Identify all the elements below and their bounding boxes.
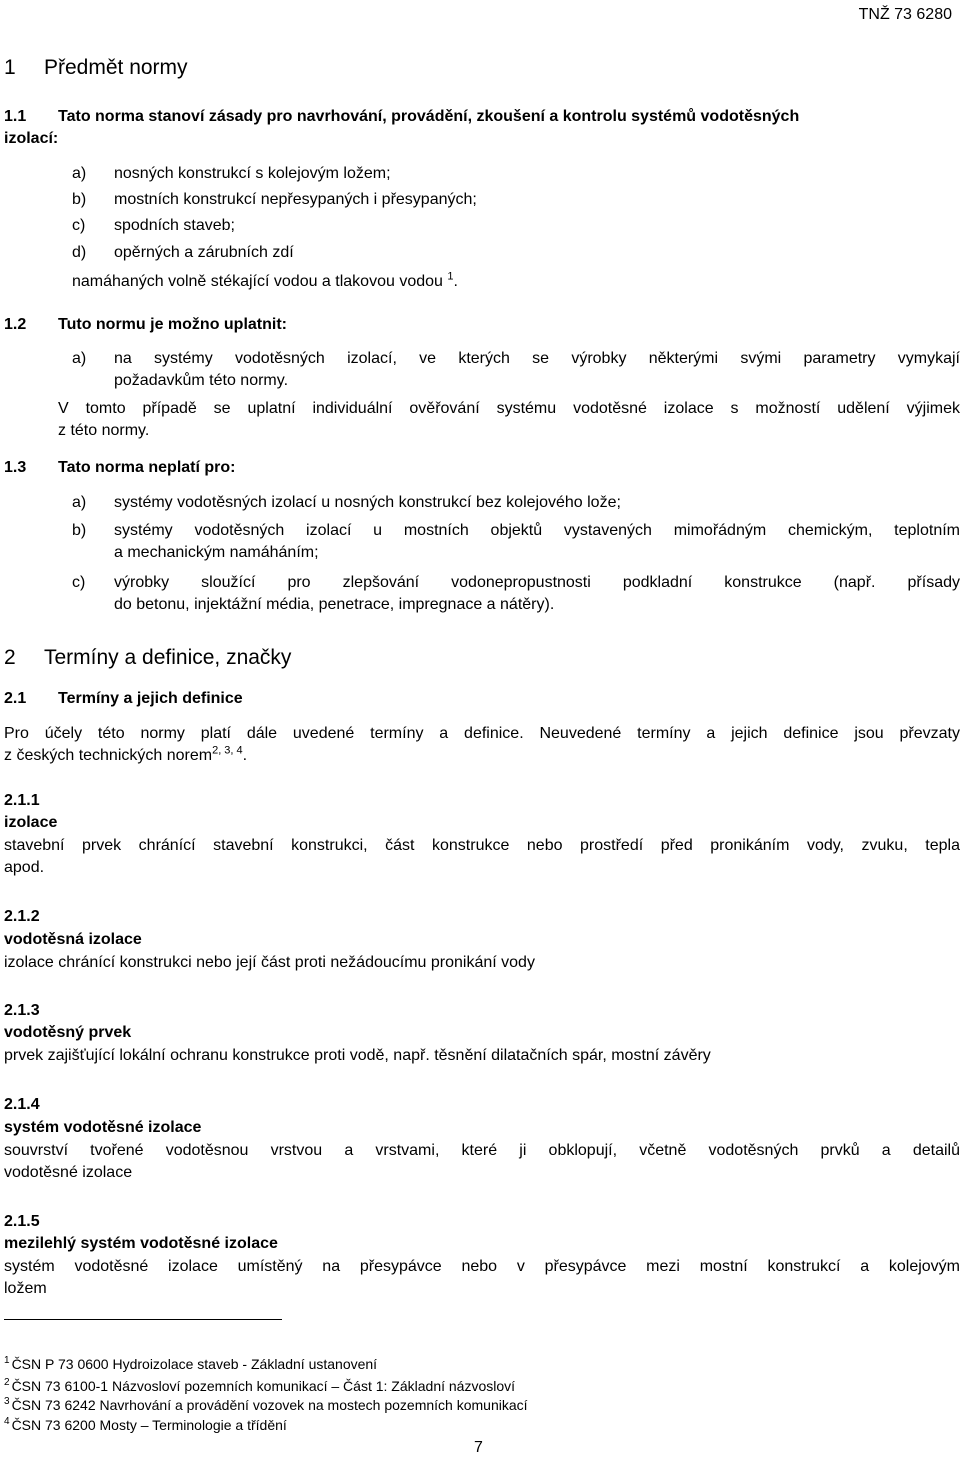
clause-2-1-title: Termíny a jejich definice	[58, 690, 243, 707]
item-text-line1: systémy vodotěsných izolací u mostních objektů vystavených mimořádným chemickým, teplotním	[114, 522, 960, 539]
section-2-title: Termíny a definice, značky	[44, 646, 292, 669]
item-text: mostních konstrukcí nepřesypaných i přesypaných;	[114, 191, 477, 208]
term-definition-line1: souvrství tvořené vodotěsnou vrstvou a vrstvami, které ji obklopují, včetně vodotěsných prvků a detailů	[4, 1142, 960, 1159]
term-number: 2.1.5	[4, 1213, 40, 1230]
item-letter: b)	[72, 191, 87, 208]
section-2-number: 2	[4, 646, 16, 669]
footnote-text: ČSN 73 6200 Mosty – Terminologie a třídění	[11, 1417, 287, 1433]
footnote-number: 4	[4, 1416, 10, 1428]
footnote-2	[4, 1377, 515, 1395]
item-text-line2: a mechanickým namáháním;	[114, 544, 319, 561]
term-name: vodotěsný prvek	[4, 1024, 132, 1041]
item-text: nosných konstrukcí s kolejovým ložem;	[114, 165, 391, 182]
footnote-refs: 2, 3, 4	[212, 744, 243, 757]
item-text-line1: na systémy vodotěsných izolací, ve kterých se výrobky některými svými parametry vymykají	[114, 350, 960, 367]
item-letter: c)	[72, 574, 86, 591]
document-code: TNŽ 73 6280	[858, 6, 952, 23]
intro-text: z českých technických norem	[4, 747, 213, 764]
footnote-number: 3	[4, 1396, 10, 1408]
term-name: vodotěsná izolace	[4, 931, 142, 948]
footnote-number: 1	[4, 1355, 10, 1367]
clause-1-3-title: Tato norma neplatí pro:	[58, 459, 236, 476]
section-1-number: 1	[4, 56, 16, 79]
item-letter: a)	[72, 165, 87, 182]
term-name: izolace	[4, 814, 58, 831]
item-text-line1: výrobky sloužící pro zlepšování vodonepropustnosti podkladní konstrukce (např. přísady	[114, 574, 960, 591]
item-letter: c)	[72, 217, 86, 234]
closing-end: .	[453, 273, 458, 290]
page-number: 7	[474, 1439, 483, 1456]
footnote-text: ČSN 73 6100-1 Názvosloví pozemních komunikací – Část 1: Základní názvosloví	[11, 1378, 516, 1394]
term-name: systém vodotěsné izolace	[4, 1119, 202, 1136]
term-definition-line2: ložem	[4, 1280, 47, 1297]
clause-2-1-intro-line2	[4, 745, 247, 767]
clause-2-1-intro-line1: Pro účely této normy platí dále uvedené termíny a definice. Neuvedené termíny a jejich definice jsou převzaty	[4, 725, 960, 742]
footnote-ref: 1	[447, 270, 454, 283]
intro-end: .	[242, 747, 248, 764]
clause-1-3-number: 1.3	[4, 459, 27, 476]
section-1-title: Předmět normy	[44, 56, 188, 79]
term-number: 2.1.4	[4, 1096, 40, 1113]
clause-1-2-note-line1: V tomto případě se uplatní individuální ověřování systému vodotěsné izolace s možností udělení výjimek	[58, 400, 960, 417]
clause-1-1-closing	[72, 271, 458, 293]
item-text: spodních staveb;	[114, 217, 235, 234]
term-definition-line1: prvek zajišťující lokální ochranu konstrukce proti vodě, např. těsnění dilatačních spár, mostní závěry	[4, 1047, 711, 1064]
item-text: opěrných a zárubních zdí	[114, 244, 294, 261]
item-letter: d)	[72, 244, 87, 261]
item-text: systémy vodotěsných izolací u nosných konstrukcí bez kolejového lože;	[114, 494, 621, 511]
clause-1-2-title: Tuto normu je možno uplatnit:	[58, 316, 287, 333]
clause-1-1-text-line2: izolací:	[4, 130, 59, 147]
term-number: 2.1.2	[4, 908, 40, 925]
term-definition-line1: izolace chránící konstrukci nebo její část proti nežádoucímu pronikání vody	[4, 954, 535, 971]
item-letter: a)	[72, 350, 87, 367]
footnote-4	[4, 1416, 287, 1434]
term-definition-line2: apod.	[4, 859, 45, 876]
term-name: mezilehlý systém vodotěsné izolace	[4, 1235, 278, 1252]
footnote-3	[4, 1396, 528, 1414]
item-text-line2: do betonu, injektážní média, penetrace, impregnace a nátěry).	[114, 596, 555, 613]
clause-2-1-number: 2.1	[4, 690, 27, 707]
clause-1-1-text-line1: Tato norma stanoví zásady pro navrhování, provádění, zkoušení a kontrolu systémů vodotěsných	[58, 108, 800, 125]
term-number: 2.1.3	[4, 1002, 40, 1019]
footnote-separator	[4, 1319, 282, 1320]
term-number: 2.1.1	[4, 792, 40, 809]
term-definition-line2: vodotěsné izolace	[4, 1164, 133, 1181]
footnote-number: 2	[4, 1377, 10, 1389]
closing-text: namáhaných volně stékající vodou a tlakovou vodou	[72, 273, 443, 290]
clause-1-1-number: 1.1	[4, 108, 27, 125]
footnote-1	[4, 1355, 377, 1373]
clause-1-2-note-line2: z této normy.	[58, 422, 150, 439]
term-definition-line1: systém vodotěsné izolace umístěný na přesypávce nebo v přesypávce mezi mostní konstrukcí a kolejovým	[4, 1258, 960, 1275]
clause-1-2-number: 1.2	[4, 316, 27, 333]
item-letter: a)	[72, 494, 87, 511]
term-definition-line1: stavební prvek chránící stavební konstrukci, část konstrukce nebo prostředí před pronikáním vody, zvuku, tepla	[4, 837, 960, 854]
footnote-text: ČSN P 73 0600 Hydroizolace staveb - Základní ustanovení	[11, 1356, 378, 1372]
footnote-text: ČSN 73 6242 Navrhování a provádění vozovek na mostech pozemních komunikací	[11, 1397, 528, 1413]
item-letter: b)	[72, 522, 87, 539]
item-text-line2: požadavkům této normy.	[114, 372, 289, 389]
